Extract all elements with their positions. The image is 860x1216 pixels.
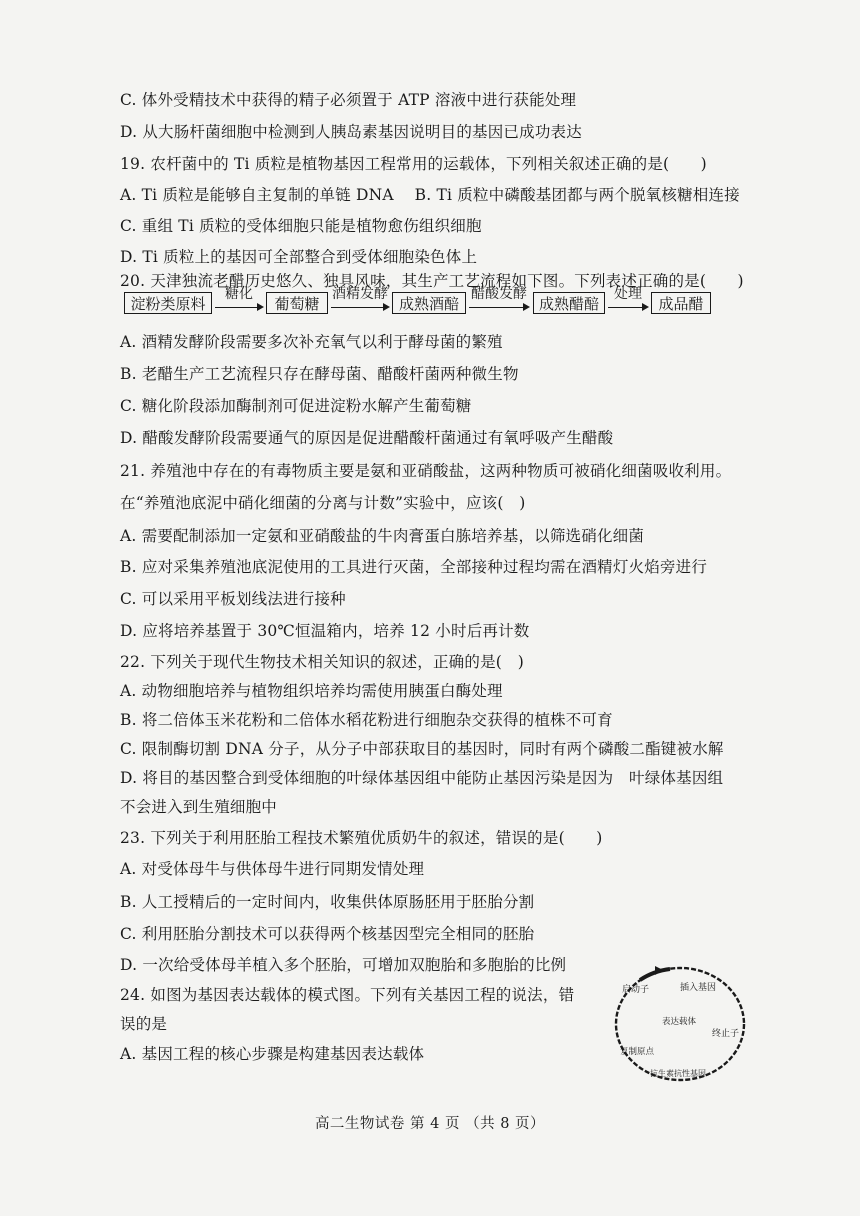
q21-option-b: B. 应对采集养殖池底泥使用的工具进行灭菌，全部接种过程均需在酒精灯火焰旁进行 [120,558,708,576]
label-origin: 复制原点 [620,1047,655,1057]
label-terminator: 终止子 [712,1029,740,1039]
q19-option-c: C. 重组 Ti 质粒的受体细胞只能是植物愈伤组织细胞 [120,217,482,235]
q19-option-d: D. Ti 质粒上的基因可全部整合到受体细胞染色体上 [120,248,478,266]
flow-box-glucose: 葡萄糖 [266,292,328,314]
q19-stem: 19. 农杆菌中的 Ti 质粒是植物基因工程常用的运载体，下列相关叙述正确的是( ) [120,155,707,173]
flow-box-mature-wine-mash: 成熟酒醅 [392,292,466,314]
flow-arrow-alcohol-fermentation: 酒精发酵 [329,286,391,314]
q21-stem-line1: 21. 养殖池中存在的有毒物质主要是氨和亚硝酸盐，这两种物质可被硝化细菌吸收利用。 [120,462,732,480]
q24-option-a: A. 基因工程的核心步骤是构建基因表达载体 [120,1045,425,1063]
q23-stem: 23. 下列关于利用胚胎工程技术繁殖优质奶牛的叙述，错误的是( ) [120,829,603,847]
q23-option-c: C. 利用胚胎分割技术可以获得两个核基因型完全相同的胚胎 [120,925,535,943]
direction-arrow-icon [655,966,663,975]
q20-stem: 20. 天津独流老醋历史悠久、独具风味，其生产工艺流程如下图。下列表述正确的是( ) [120,272,744,290]
q24-stem-line2: 误的是 [120,1015,168,1033]
flow-box-finished-vinegar: 成品醋 [651,292,711,314]
expression-vector-diagram [600,958,760,1088]
vinegar-process-flow [124,286,714,316]
label-promoter: 启动子 [622,985,650,995]
flow-box-mature-vinegar-mash: 成熟醋醅 [533,292,605,314]
q22-option-d-line2: 不会进入到生殖细胞中 [120,798,278,816]
q22-option-c: C. 限制酶切割 DNA 分子，从分子中部获取目的基因时，同时有两个磷酸二酯键被水解 [120,740,724,758]
q19-options-ab: A. Ti 质粒是能够自主复制的单链 DNA B. Ti 质粒中磷酸基团都与两个脱氧核糖相连接 [120,186,740,204]
q21-option-a: A. 需要配制添加一定氨和亚硝酸盐的牛肉膏蛋白胨培养基，以筛选硝化细菌 [120,527,645,545]
label-resistance-gene: 抗生素抗性基因 [650,1069,706,1078]
q18-option-c: C. 体外受精技术中获得的精子必须置于 ATP 溶液中进行获能处理 [120,91,577,109]
q22-option-a: A. 动物细胞培养与植物组织培养均需使用胰蛋白酶处理 [120,682,503,700]
label-expression-vector: 表达载体 [662,1017,697,1027]
q22-option-d-line1: D. 将目的基因整合到受体细胞的叶绿体基因组中能防止基因污染是因为 叶绿体基因组 [120,769,724,787]
page-footer: 高二生物试卷 第 4 页 （共 8 页） [314,1116,546,1132]
flow-arrow-saccharification: 糖化 [213,286,265,314]
label-insert-gene: 插入基因 [680,983,717,993]
q18-option-d: D. 从大肠杆菌细胞中检测到人胰岛素基因说明目的基因已成功表达 [120,123,582,141]
q22-option-b: B. 将二倍体玉米花粉和二倍体水稻花粉进行细胞杂交获得的植株不可育 [120,711,613,729]
q20-option-d: D. 醋酸发酵阶段需要通气的原因是促进醋酸杆菌通过有氧呼吸产生醋酸 [120,429,614,447]
flow-arrow-acetic-fermentation: 醋酸发酵 [467,286,531,314]
flow-arrow-processing: 处理 [606,286,650,314]
q20-option-c: C. 糖化阶段添加酶制剂可促进淀粉水解产生葡萄糖 [120,397,472,415]
q21-option-c: C. 可以采用平板划线法进行接种 [120,590,346,608]
q23-option-d: D. 一次给受体母羊植入多个胚胎，可增加双胞胎和多胞胎的比例 [120,956,567,974]
q24-stem-line1: 24. 如图为基因表达载体的模式图。下列有关基因工程的说法，错 [120,986,575,1004]
q22-stem: 22. 下列关于现代生物技术相关知识的叙述，正确的是( ) [120,653,524,671]
q21-stem-line2: 在“养殖池底泥中硝化细菌的分离与计数”实验中，应该( ) [120,494,526,512]
q20-option-b: B. 老醋生产工艺流程只存在酵母菌、醋酸杆菌两种微生物 [120,365,519,383]
flow-box-raw-material: 淀粉类原料 [124,292,212,314]
q21-option-d: D. 应将培养基置于 30℃恒温箱内，培养 12 小时后再计数 [120,622,530,640]
q20-option-a: A. 酒精发酵阶段需要多次补充氧气以利于酵母菌的繁殖 [120,333,503,351]
q23-option-a: A. 对受体母牛与供体母牛进行同期发情处理 [120,860,425,878]
q23-option-b: B. 人工授精后的一定时间内，收集供体原肠胚用于胚胎分割 [120,893,535,911]
